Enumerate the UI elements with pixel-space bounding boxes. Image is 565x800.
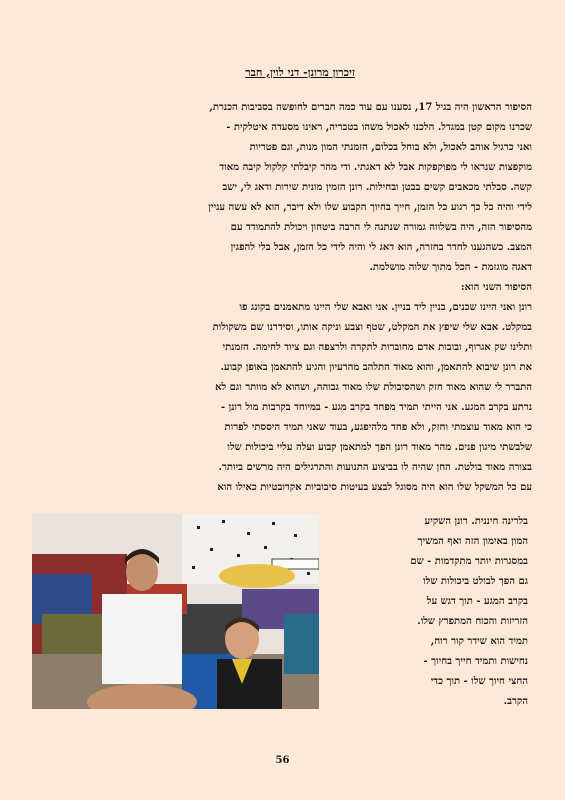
- text-line: במקלט. אבא שלי שיפץ את המקלט, שטף וצבע וניקה אותו, וסידרנו שם משקולות: [212, 322, 532, 333]
- second-story-heading: [32, 278, 532, 298]
- text-line: בקרב המגע - תוך דגש על: [426, 596, 528, 607]
- text-line: בצורה מאוד בולטת. החן שהיה לו בביצוע התנועות והתרגילים היה מרשים ביותר.: [218, 462, 532, 473]
- photo-illustration: [32, 514, 319, 709]
- text-line: נחישות ותמיד חייך בחיוך -: [423, 656, 528, 667]
- side-text: [328, 512, 528, 712]
- body-text: [32, 98, 532, 498]
- text-line: הזריזות והכוח המתפרץ שלו.: [417, 616, 528, 627]
- text-line: הקרב.: [503, 696, 528, 707]
- text-line: כי הוא מאוד עוצמתי וחזק, ולא פחד מלהיפגע, בעוד שאני תמיד היססתי לפרות: [224, 422, 532, 433]
- text-line: תמיד הוא שידר קור רוח,: [430, 636, 528, 647]
- text-line: לידי והיה כל כך רגוע כל הזמן, חייך בחיוך הקבוע שלו ולא דיבר, הוא לא עשה עניין: [208, 202, 532, 213]
- paragraph-second-story: [32, 298, 532, 498]
- page-number: 56: [275, 755, 290, 766]
- text-line: גם הפך לבולט ביכולות שלו: [423, 576, 528, 587]
- text-line: הסיפור הראשון היה בגיל 17, נסענו עם עוד כמה חברים לחופשה בסביבות הכנרת,: [209, 102, 532, 113]
- text-line: המון באימון הזה ואף המשיך: [417, 536, 528, 547]
- text-line: ואני כרגיל אוהב לאכול, ולא בוחל בכלום, הזמנתי המון מנות, וגם פטריות: [249, 142, 532, 153]
- page-title: זיכרון מרונן- דני לוין, חבר: [245, 66, 355, 79]
- text-line: החצי חיוך שלו - תוך כדי: [430, 676, 528, 687]
- text-line: שכרנו מקום קטן במגדל. הלכנו לאכול משהו בטבריה, ראינו מסעדה איטלקית -: [226, 122, 532, 133]
- paragraph-first-story: [32, 98, 532, 278]
- text-line: רונן ואני היינו שכנים, בניין ליד בניין. אני ואבא שלי היינו מתאמנים בקונג פו: [239, 302, 532, 313]
- text-line: מהסיפור הזה, היה בשלווה גמורה שנתנה לי הרבה ביטחון ויכולת להתמודד עם: [230, 222, 532, 233]
- heading-line: הסיפור השני הוא:: [460, 282, 532, 293]
- text-line: עם כל המשקל שלו הוא היה מסוגל לבצע בעיטות סיבוביות אקרובטיות כאילו הוא: [217, 482, 532, 493]
- text-line: מוקפצות שנראו לי מפוקפקות אבל לא דאגתי. ודי מהר קיבלתי קלקול קיבה מאוד: [219, 162, 532, 173]
- text-line: נרתע בקרב המגע. אני הייתי תמיד מפחד בקרב מגע - במיוחד בקרבות מול רונן -: [221, 402, 532, 413]
- text-line: בלרינה חיננית. רונן השקיע: [424, 516, 528, 527]
- photo: [32, 514, 319, 709]
- text-line: המצב. כשהגענו לחדר בחזרה, הוא דאג לי והיה לידי כל הזמן, אבל בלי להפגין: [230, 242, 532, 253]
- text-line: קשה. סבלתי מכאבים קשים בבטן ובחילות. רונן הזמין מונית שירות ודאג לי, ישב: [222, 182, 532, 193]
- text-line: את רונן שיבוא להתאמן, והוא מאוד התלהב מהרעיון והגיע להתאמן באופן קבוע.: [220, 362, 532, 373]
- text-line: שלבשתי מיגון פנים. מהר מאוד רונן הפך למתאמן קבוע ועלה עליי ביכולות שלו: [227, 442, 532, 453]
- text-line: ותלינו שק אגרוף, ובובות אדם מחוברות לתקרה ולרצפה וגם ציוד לחימה. הזמנתי: [222, 342, 532, 353]
- text-line: במסגרות יותר מתקדמות - שם: [410, 556, 528, 567]
- text-line: התברר לי שהוא מאוד חזק ושהסיבולת שלו מאוד גבוהה, ושהוא לא מוותר וגם לא: [215, 382, 532, 393]
- text-line: דאגה מוגזמת - הכל מתוך שלוה מושלמת.: [369, 262, 532, 273]
